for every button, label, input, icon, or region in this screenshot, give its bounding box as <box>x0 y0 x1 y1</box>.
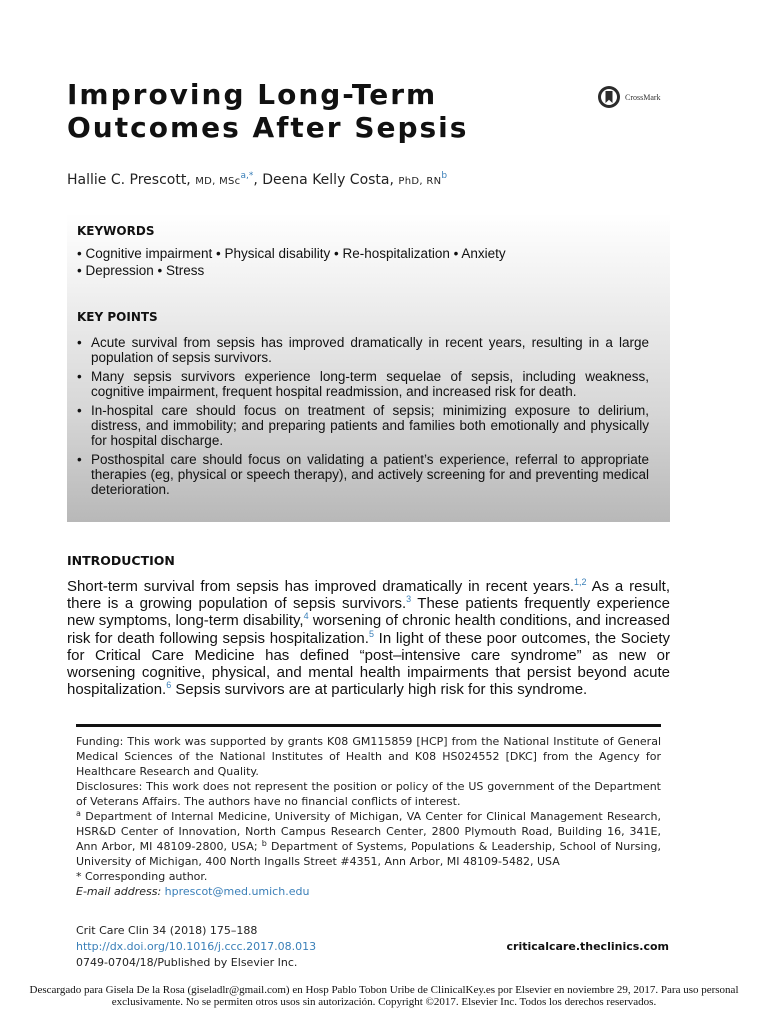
keywords-line-1: • Cognitive impairment • Physical disability • Re-hospitalization • Anxiety <box>77 246 506 261</box>
author-2-affiliation-marks[interactable]: b <box>441 171 448 181</box>
email-line <box>76 884 661 899</box>
crossmark-label: CrossMark <box>625 92 661 102</box>
key-point-text: Posthospital care should focus on validating a patient’s experience, referral to appropriate therapies (eg, physical or speech therapy), and actively screening for and preventing medical deterioration. <box>91 452 649 497</box>
journal-citation: Crit Care Clin 34 (2018) 175–188 <box>76 924 258 937</box>
reference-link[interactable]: 5 <box>368 628 374 639</box>
author-1-name: Hallie C. Prescott, <box>67 172 191 188</box>
intro-text: Short-term survival from sepsis has improved dramatically in recent years. <box>67 578 575 595</box>
corresponding-author-note: * Corresponding author. <box>76 870 208 883</box>
bullet-icon: • <box>77 335 82 350</box>
article-title-line-1: Improving Long-Term <box>67 78 438 111</box>
affiliation-b-mark: b <box>261 839 267 848</box>
reference-link[interactable]: 6 <box>166 680 172 691</box>
email-label: E-mail address: <box>76 885 162 898</box>
introduction-heading: INTRODUCTION <box>67 553 175 568</box>
key-point-text: Many sepsis survivors experience long-term sequelae of sepsis, including weakness, cognitive impairment, frequent hospital readmission, and increased risk for death. <box>91 369 649 399</box>
author-separator: , <box>253 172 258 188</box>
keywords-heading: KEYWORDS <box>77 224 155 238</box>
intro-text: In light of these poor outcomes, the Society for Critical Care Medicine has defined “post–intensive care syndrome” as new or worsening cognitive, physical, and mental health impairments that persist beyond acute hospitalization. <box>67 629 670 699</box>
key-point-item <box>77 335 649 365</box>
disclosures-note: Disclosures: This work does not represent the position or policy of the US government of the Department of Veterans Affairs. The authors have no financial conflicts of interest. <box>76 780 661 808</box>
key-point-item <box>77 403 649 448</box>
key-point-text: Acute survival from sepsis has improved dramatically in recent years, resulting in a large population of sepsis survivors. <box>91 335 649 365</box>
key-point-item <box>77 452 649 497</box>
keywords-line-2: • Depression • Stress <box>77 263 205 278</box>
affiliations-note <box>76 809 661 869</box>
journal-site-link[interactable]: criticalcare.theclinics.com <box>506 940 669 953</box>
reference-link[interactable]: 1,2 <box>574 577 587 587</box>
author-1-affiliation-marks[interactable]: a,* <box>240 171 254 181</box>
citation-block <box>76 923 669 971</box>
introduction-paragraph <box>67 578 670 698</box>
author-1-degrees: MD, MSc <box>195 176 241 187</box>
download-notice: Descargado para Gisela De la Rosa (giseladlr@gmail.com) en Hosp Pablo Tobon Uribe de ClinicalKey.es por Elsevier en noviembre 29, 2017. Para uso personal exclusivamente. No se permiten otros usos sin autorización. Copyright ©2017. Elsevier Inc. Todos los derechos reservados. <box>29 984 739 1008</box>
intro-text: These patients frequently experience new symptoms, long-term disability, <box>67 595 670 630</box>
bullet-icon: • <box>77 403 82 418</box>
issn-line: 0749-0704/18/Published by Elsevier Inc. <box>76 956 298 969</box>
affiliation-b: Department of Systems, Populations & Leadership, School of Nursing, University of Michigan, 400 North Ingalls Street #4351, Ann Arbor, MI 48109-5482, USA <box>76 840 662 868</box>
article-title <box>67 78 567 144</box>
intro-text: Sepsis survivors are at particularly high risk for this syndrome. <box>171 681 588 699</box>
reference-link[interactable]: 4 <box>303 611 309 622</box>
bullet-icon: • <box>77 369 82 384</box>
key-points-list <box>77 335 649 501</box>
affiliation-a-mark: a <box>76 809 81 818</box>
keywords-keypoints-box <box>67 213 670 522</box>
bullet-icon: • <box>77 452 82 467</box>
article-title-line-2: Outcomes After Sepsis <box>67 111 469 144</box>
key-point-text: In-hospital care should focus on treatment of sepsis; minimizing exposure to delirium, distress, and immobility; and preparing patients and families both emotionally and physically for hospital discharge. <box>91 403 649 448</box>
doi-link[interactable]: http://dx.doi.org/10.1016/j.ccc.2017.08.013 <box>76 940 317 953</box>
key-point-item <box>77 369 649 399</box>
reference-link[interactable]: 3 <box>406 594 412 605</box>
author-2-name: Deena Kelly Costa, <box>262 172 394 188</box>
email-link[interactable]: hprescot@med.umich.edu <box>164 885 310 898</box>
funding-note: Funding: This work was supported by grants K08 GM115859 [HCP] from the National Institute of General Medical Sciences of the National Institutes of Health and K08 HS024552 [DKC] from the Agency for Healthcare Research and Quality. <box>76 735 661 778</box>
footnotes <box>76 734 661 899</box>
affiliation-a: Department of Internal Medicine, University of Michigan, VA Center for Clinical Management Research, HSR&D Center of Innovation, North Campus Research Center, 2800 Plymouth Road, Building 16, 341E, Ann Arbor, MI 48109-2800, USA; <box>76 810 661 853</box>
crossmark-icon <box>597 85 621 109</box>
author-line <box>67 172 447 188</box>
crossmark-badge[interactable] <box>597 85 661 109</box>
author-2-degrees: PhD, RN <box>398 176 442 187</box>
intro-text: As a result, there is a growing population of sepsis survivors. <box>67 578 670 613</box>
intro-text: worsening of chronic health conditions, and increased risk for death following sepsis hospitalization. <box>67 612 670 647</box>
footnote-divider <box>76 724 661 727</box>
key-points-heading: KEY POINTS <box>77 310 158 324</box>
